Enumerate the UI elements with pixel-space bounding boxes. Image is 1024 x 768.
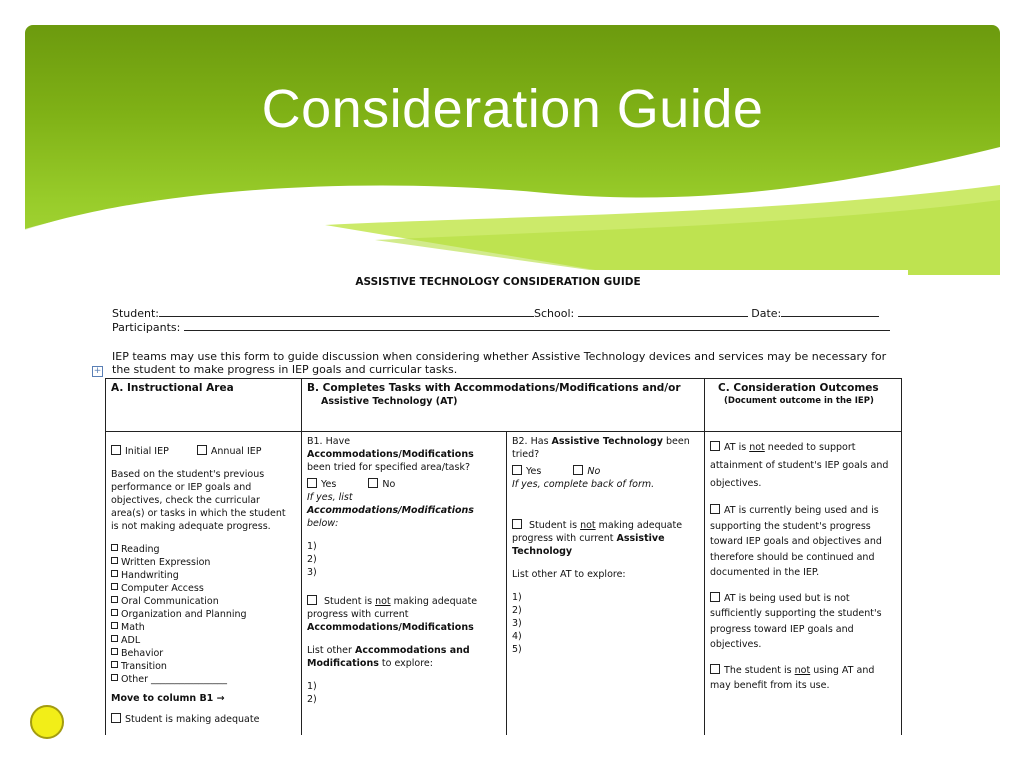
area-behavior: Behavior — [111, 647, 296, 660]
date-label: Date: — [751, 307, 782, 320]
student-label: Student: — [112, 307, 160, 320]
slide-title: Consideration Guide — [261, 79, 764, 139]
col-a-instructions: Based on the student's previous performance or IEP goals and objectives, check the curricular area(s) or tasks in which the student is not making adequate progress. — [111, 469, 286, 532]
student-field[interactable] — [159, 306, 534, 317]
area-checkbox[interactable] — [111, 570, 118, 577]
outcome-may-benefit-checkbox[interactable] — [710, 664, 720, 674]
col-b1-body: B1. Have Accommodations/Modifications been tried for specified area/task? Yes No If yes, list Accommodations/Modifications below: 1) 2) 3) Student is not making adequate progress with current Accommodations/Modifications List other Accommodations and Modifications to explore: 1) 2) — [302, 432, 507, 736]
body-row — [106, 432, 902, 736]
outcome-not-sufficient-checkbox[interactable] — [710, 592, 720, 602]
col-c-body: AT is not needed to support attainment of student's IEP goals and objectives. AT is currently being used and is supporting the student's progress toward IEP goals and objectives and therefore should be continued and documented in the IEP. AT is being used but is not sufficiently supporting the student's progress toward IEP goals and objectives. The student is not using AT and may benefit from its use. — [705, 432, 902, 736]
outcome-not-needed-checkbox[interactable] — [710, 441, 720, 451]
yellow-circle-marker — [30, 705, 64, 739]
area-other: Other ________________ — [111, 673, 296, 686]
area-transition: Transition — [111, 660, 296, 673]
area-written-expression: Written Expression — [111, 556, 296, 569]
banner-wave — [25, 25, 1000, 275]
b1-yes-checkbox[interactable] — [307, 478, 317, 488]
area-checkbox[interactable] — [111, 609, 118, 616]
area-checkbox[interactable] — [111, 635, 118, 642]
header-row — [106, 379, 902, 432]
intro-text: IEP teams may use this form to guide discussion when considering whether Assistive Technology devices and services may be necessary for the student to make progress in IEP goals and curricular tasks. — [112, 350, 887, 376]
date-field[interactable] — [781, 306, 879, 317]
participants-row — [112, 320, 890, 334]
area-checkbox[interactable] — [111, 583, 118, 590]
area-checkbox[interactable] — [111, 674, 118, 681]
move-to-b1-text: Move to column B1 → — [111, 693, 225, 704]
area-math: Math — [111, 621, 296, 634]
student-school-date-row — [112, 306, 879, 320]
participants-field[interactable] — [184, 320, 890, 331]
col-a-header: A. Instructional Area — [106, 379, 302, 432]
area-checkbox[interactable] — [111, 544, 118, 551]
col-b-header: B. Completes Tasks with Accommodations/Modifications and/or Assistive Technology (AT) — [302, 379, 705, 432]
area-checkbox[interactable] — [111, 622, 118, 629]
col-a-body: Initial IEP Annual IEP Based on the student's previous performance or IEP goals and objectives, check the curricular area(s) or tasks in which the student is not making adequate progress. Reading Written Expression Handwriting Computer Access Oral Communication Organization and Planning Math ADL Behavior Transition Other ________________ Move to column B1 → Student is making adequate — [106, 432, 302, 736]
b2-yes-checkbox[interactable] — [512, 465, 522, 475]
b2-not-adequate-checkbox[interactable] — [512, 519, 522, 529]
area-checkbox[interactable] — [111, 661, 118, 668]
area-handwriting: Handwriting — [111, 569, 296, 582]
area-checkbox[interactable] — [111, 648, 118, 655]
annual-iep-checkbox[interactable] — [197, 445, 207, 455]
area-organization-planning: Organization and Planning — [111, 608, 296, 621]
area-computer-access: Computer Access — [111, 582, 296, 595]
outcome-currently-used-checkbox[interactable] — [710, 504, 720, 514]
b1-not-adequate-checkbox[interactable] — [307, 595, 317, 605]
area-adl: ADL — [111, 634, 296, 647]
col-b2-body: B2. Has Assistive Technology been tried? Yes No If yes, complete back of form. Student is not making adequate progress with current Assistive Technology List other AT to explore: 1) 2) 3) 4) 5) — [507, 432, 705, 736]
b1-no-checkbox[interactable] — [368, 478, 378, 488]
b2-no-checkbox[interactable] — [573, 465, 583, 475]
consideration-guide-document — [88, 270, 908, 735]
header-banner — [25, 25, 1000, 275]
table-move-handle-icon[interactable]: + — [93, 366, 102, 376]
area-oral-communication: Oral Communication — [111, 595, 296, 608]
school-field[interactable] — [578, 306, 748, 317]
participants-label: Participants: — [112, 321, 181, 334]
document-title: ASSISTIVE TECHNOLOGY CONSIDERATION GUIDE — [355, 276, 641, 288]
initial-iep-checkbox[interactable] — [111, 445, 121, 455]
area-checkbox[interactable] — [111, 557, 118, 564]
col-a-cutoff-text: Student is making adequate — [111, 713, 296, 726]
adequate-progress-checkbox[interactable] — [111, 713, 121, 723]
area-checkbox[interactable] — [111, 596, 118, 603]
school-label: School: — [534, 307, 575, 320]
consideration-table — [105, 378, 902, 735]
col-c-header: C. Consideration Outcomes (Document outcome in the IEP) — [705, 379, 902, 432]
area-reading: Reading — [111, 543, 296, 556]
